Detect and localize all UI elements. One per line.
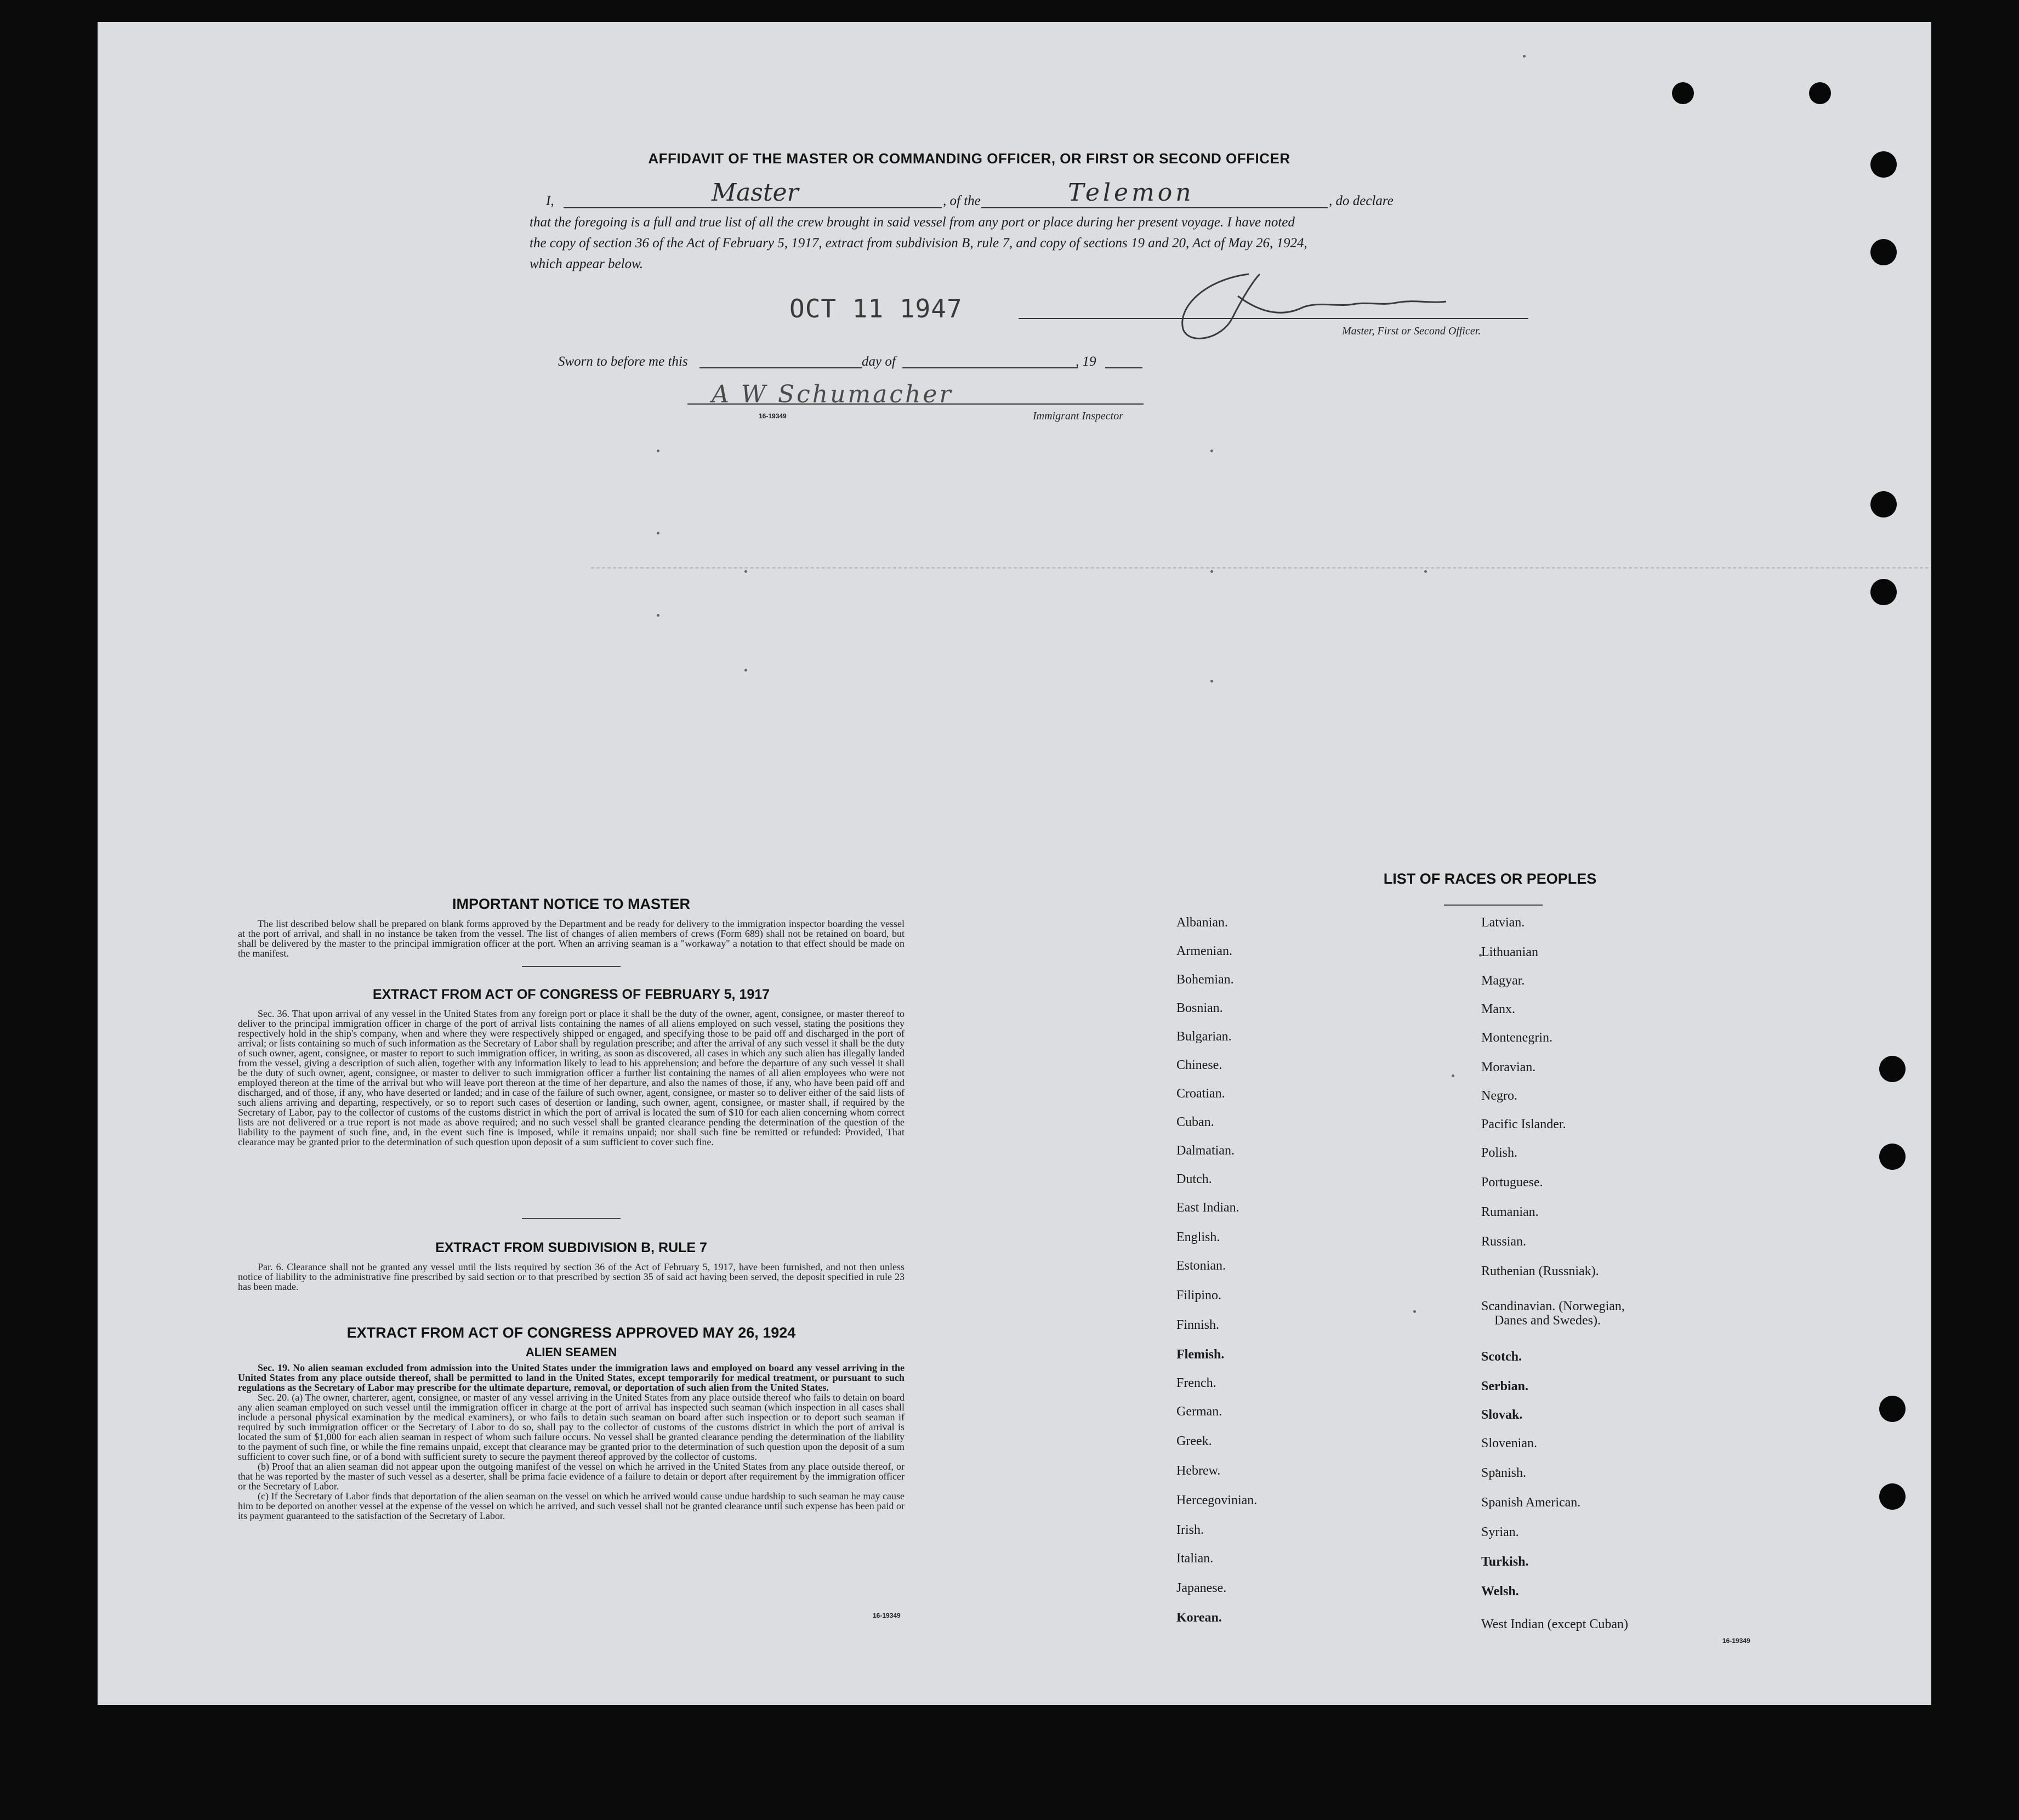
- race-item: Syrian.: [1481, 1525, 1519, 1539]
- races-form-number: 16-19349: [1722, 1637, 1750, 1645]
- sworn-day-blank: [699, 367, 862, 368]
- race-item: Bulgarian.: [1176, 1030, 1232, 1044]
- rule-7-text: [238, 1262, 905, 1292]
- punch-hole: [1809, 82, 1831, 104]
- extract-1924-title: EXTRACT FROM ACT OF CONGRESS APPROVED MAY 26, 1924: [346, 1324, 796, 1341]
- par-6-paragraph: Par. 6. Clearance shall not be granted any vessel until the lists required by section 36 of the Act of February 5, 1917, have been furnished, and not then unless notice of liability to the administrative fine prescribed by said section or to that prescribed by section 35 of said act having been served, the deposit specified in rule 23 has been made.: [238, 1261, 905, 1292]
- race-item: Serbian.: [1481, 1379, 1529, 1394]
- notice-text: [238, 919, 905, 958]
- inspector-form-number: 16-19349: [759, 412, 787, 420]
- race-item: Italian.: [1176, 1551, 1214, 1566]
- races-title-underline: [1444, 905, 1543, 906]
- filled-name: Master: [712, 179, 799, 207]
- punch-hole: [1870, 239, 1897, 265]
- section-36-paragraph: Sec. 36. That upon arrival of any vessel in the United States from any foreign port or place it shall be the duty of the owner, agent, consignee, or master thereof to deliver to the principal immigration officer in charge of the port of arrival lists containing the names of all aliens employed on such vessel, stating the positions they respectively hold in the ship's company, when and where they were respectively shipped or engaged, and specifying those to be paid off and discharged in the port of arrival; or lists containing so much of such information as the Secretary of Labor shall by regulation prescribe; and after the arrival of any such vessel it shall be the duty of such owner, agent, consignee, or master to report to such immigration officer, in writing, as soon as discovered, all cases in which any such alien has illegally landed from the vessel, giving a description of such alien, together with any information likely to lead to his apprehension; and before the departure of any such vessel it shall be the duty of such owner, agent, consignee, or master to deliver to such immigration officer a further list containing the names of all alien employees who were not employed thereon at the time of the arrival but who will leave port thereon at the time of her departure, and also the names of those, if any, who have been paid off and discharged, and of those, if any, who have deserted or landed; and in case of the failure of such owner, agent, consignee, or master so to deliver either of the said lists of such aliens arriving and departing, respectively, or so to report such cases of desertion or landing, such owner, agent, consignee, or master shall, if required by the Secretary of Labor, pay to the collector of customs of the customs district in which the port of arrival is located the sum of $10 for each alien concerning whom correct lists are not delivered or a true report is not made as above required; and no such vessel shall be granted clearance pending the determination of the question of the liability to the payment of such fine, and, in the event such fine is imposed, while it remains unpaid; nor shall such fine be remitted or refunded: Provided, That clearance may be granted prior to the determination of such question upon deposit of a sum sufficient to cover such fine.: [238, 1008, 905, 1147]
- extract-1917-title: EXTRACT FROM ACT OF CONGRESS OF FEBRUARY 5, 1917: [372, 987, 770, 1002]
- extract-1924-text: [238, 1363, 905, 1521]
- of-the-label: , of the: [943, 194, 981, 208]
- sworn-month-blank: [902, 367, 1078, 368]
- affidavit-para-line3: the copy of section 36 of the Act of February 5, 1917, extract from subdivision B, rule 7, and copy of sections 19 and 20, Act of May 26, 1924,: [530, 236, 1307, 251]
- race-item: Irish.: [1176, 1523, 1204, 1537]
- punch-hole: [1870, 151, 1897, 178]
- sworn-day-of: day of: [862, 354, 896, 369]
- race-item: Russian.: [1481, 1235, 1527, 1249]
- race-item: Dalmatian.: [1176, 1144, 1235, 1158]
- punch-hole: [1879, 1144, 1906, 1170]
- punch-hole: [1672, 82, 1694, 104]
- race-item: Moravian.: [1481, 1060, 1536, 1074]
- race-item: Magyar.: [1481, 974, 1525, 988]
- faint-rule-marks: [591, 567, 1931, 571]
- punch-hole: [1870, 491, 1897, 517]
- speck: [744, 669, 747, 672]
- affidavit-para-line2: that the foregoing is a full and true list of all the crew brought in said vessel from any port or place during her present voyage. I have noted: [530, 215, 1295, 230]
- affidavit-line1-prefix: I,: [546, 194, 554, 208]
- race-item: Latvian.: [1481, 915, 1525, 930]
- race-item: Welsh.: [1481, 1584, 1519, 1599]
- race-item: Cuban.: [1176, 1115, 1214, 1129]
- form-page: [98, 22, 1931, 1705]
- do-declare-label: , do declare: [1329, 194, 1394, 208]
- speck: [1210, 680, 1213, 682]
- sworn-year: , 19: [1076, 354, 1096, 369]
- sworn-year-blank: [1105, 367, 1142, 368]
- race-item: Estonian.: [1176, 1259, 1226, 1273]
- race-item: Scandinavian. (Norwegian,: [1481, 1299, 1625, 1313]
- race-item: Spanish American.: [1481, 1495, 1581, 1510]
- sec-20b-paragraph: (b) Proof that an alien seaman did not appear upon the outgoing manifest of the vessel on which he arrived in the United States from any place outside thereof, or that he was reported by the master of such vessel as a deserter, shall be prima facie evidence of a failure to detain or deport after requirement by the immigration officer or the Secretary of Labor.: [238, 1461, 905, 1492]
- race-item: Korean.: [1176, 1611, 1222, 1625]
- race-item: Filipino.: [1176, 1288, 1222, 1303]
- race-item: Bohemian.: [1176, 972, 1234, 987]
- speck: [657, 532, 659, 534]
- race-item: Scotch.: [1481, 1350, 1522, 1364]
- race-item: Lithuanian: [1481, 945, 1538, 959]
- race-item: Bosnian.: [1176, 1001, 1223, 1015]
- race-item: Flemish.: [1176, 1347, 1225, 1362]
- race-item: Japanese.: [1176, 1581, 1227, 1595]
- divider: [522, 1218, 621, 1219]
- race-item: Polish.: [1481, 1146, 1518, 1160]
- races-title: LIST OF RACES OR PEOPLES: [1383, 871, 1597, 887]
- name-blank: [564, 207, 942, 208]
- inspector-caption: Immigrant Inspector: [1033, 410, 1123, 422]
- race-item: Chinese.: [1176, 1058, 1222, 1072]
- race-item: Negro.: [1481, 1089, 1517, 1103]
- vessel-blank: [981, 207, 1328, 208]
- punch-hole: [1870, 579, 1897, 605]
- race-item: East Indian.: [1176, 1201, 1239, 1215]
- race-item: German.: [1176, 1404, 1222, 1419]
- divider: [522, 966, 621, 967]
- rule-7-title: EXTRACT FROM SUBDIVISION B, RULE 7: [435, 1240, 707, 1255]
- race-item: Slovenian.: [1481, 1436, 1537, 1451]
- sec-19-paragraph: Sec. 19. No alien seaman excluded from admission into the United States under the immigration laws and employed on board any vessel arriving in the United States from any place outside thereof, shall be permitted to land in the United States, except temporarily for medical treatment, or pursuant to such regulations as the Secretary of Labor may prescribe for the ultimate departure, removal, or deportation of such alien from the United States.: [238, 1362, 905, 1393]
- race-item: Pacific Islander.: [1481, 1117, 1566, 1131]
- speck: [657, 450, 659, 452]
- race-item: Croatian.: [1176, 1087, 1225, 1101]
- notice-title: IMPORTANT NOTICE TO MASTER: [452, 896, 690, 912]
- race-item: Ruthenian (Russniak).: [1481, 1264, 1599, 1278]
- date-stamp: OCT 11 1947: [789, 294, 963, 323]
- race-item: Spanish.: [1481, 1466, 1527, 1480]
- notice-form-number: 16-19349: [873, 1612, 901, 1619]
- race-item: Rumanian.: [1481, 1205, 1539, 1219]
- race-item: English.: [1176, 1230, 1220, 1244]
- race-item: Greek.: [1176, 1434, 1212, 1448]
- race-item: Finnish.: [1176, 1318, 1220, 1332]
- speck: [1413, 1310, 1416, 1313]
- race-item: French.: [1176, 1376, 1216, 1390]
- sec-20c-paragraph: (c) If the Secretary of Labor finds that deportation of the alien seaman on the vessel on which he arrived would cause undue hardship to such seaman he may cause him to be deported on another vessel at the expense of the vessel on which he arrived, and such vessel shall not be granted clearance until such expense has been paid or its payment guaranteed to the satisfaction of the Secretary of Labor.: [238, 1491, 905, 1521]
- race-item: Montenegrin.: [1481, 1031, 1552, 1045]
- speck: [657, 614, 659, 617]
- race-item: Manx.: [1481, 1002, 1515, 1016]
- alien-seamen-subtitle: ALIEN SEAMEN: [525, 1345, 617, 1359]
- race-item: Portuguese.: [1481, 1175, 1543, 1190]
- race-item: Dutch.: [1176, 1172, 1212, 1186]
- affidavit-title: AFFIDAVIT OF THE MASTER OR COMMANDING OFFICER, OR FIRST OR SECOND OFFICER: [648, 150, 1290, 167]
- race-item: Danes and Swedes).: [1494, 1313, 1601, 1328]
- race-item: Turkish.: [1481, 1555, 1529, 1569]
- inspector-signature: A W Schumacher: [712, 380, 953, 408]
- race-item: Albanian.: [1176, 915, 1228, 930]
- filled-vessel-name: Telemon: [1068, 179, 1195, 207]
- sworn-prefix: Sworn to before me this: [558, 354, 688, 369]
- speck: [1523, 55, 1526, 58]
- punch-hole: [1879, 1396, 1906, 1422]
- race-item: Hercegovinian.: [1176, 1493, 1258, 1508]
- notice-paragraph: The list described below shall be prepared on blank forms approved by the Department and be ready for delivery to the immigration inspector boarding the vessel at the port of arrival, and shall in no instance be taken from the vessel. The list of changes of alien members of crews (Form 689) shall not be retained on board, but shall be delivered by the master to the principal immigration officer at the port. When an arriving seaman is a "workaway" a notation to that effect should be made on the manifest.: [238, 918, 905, 959]
- punch-hole: [1879, 1483, 1906, 1510]
- affidavit-para-line4: which appear below.: [530, 257, 644, 271]
- extract-1917-text: [238, 1009, 905, 1147]
- sec-20a-paragraph: Sec. 20. (a) The owner, charterer, agent, consignee, or master of any vessel arriving in the United States from any place outside thereof who fails to detain on board any alien seaman employed on such vessel until the immigration officer in charge at the port of arrival has inspected such seaman (which inspection in all cases shall include a personal physical examination by the medical examiners), or who fails to detain such seaman on board after such inspection or to deport such seaman if required by such immigration officer or the Secretary of Labor to do so, shall pay to the collector of customs of the customs district in which the port of arrival is located the sum of $1,000 for each alien seaman in respect of whom such failure occurs. No vessel shall be granted clearance pending the determination of the liability to the payment of such fine, or while the fine remains unpaid, except that clearance may be granted prior to the determination of such question upon the deposit of a sum sufficient to cover such fine, or of a bond with sufficient surety to secure the payment thereof approved by the collector of customs.: [238, 1392, 905, 1462]
- race-item: Hebrew.: [1176, 1464, 1221, 1478]
- speck: [1452, 1074, 1454, 1077]
- race-item: Armenian.: [1176, 944, 1232, 958]
- punch-hole: [1879, 1056, 1906, 1082]
- master-signature-caption: Master, First or Second Officer.: [1342, 325, 1481, 337]
- race-item: Slovak.: [1481, 1408, 1523, 1422]
- race-item: West Indian (except Cuban): [1481, 1617, 1628, 1631]
- speck: [1210, 450, 1213, 452]
